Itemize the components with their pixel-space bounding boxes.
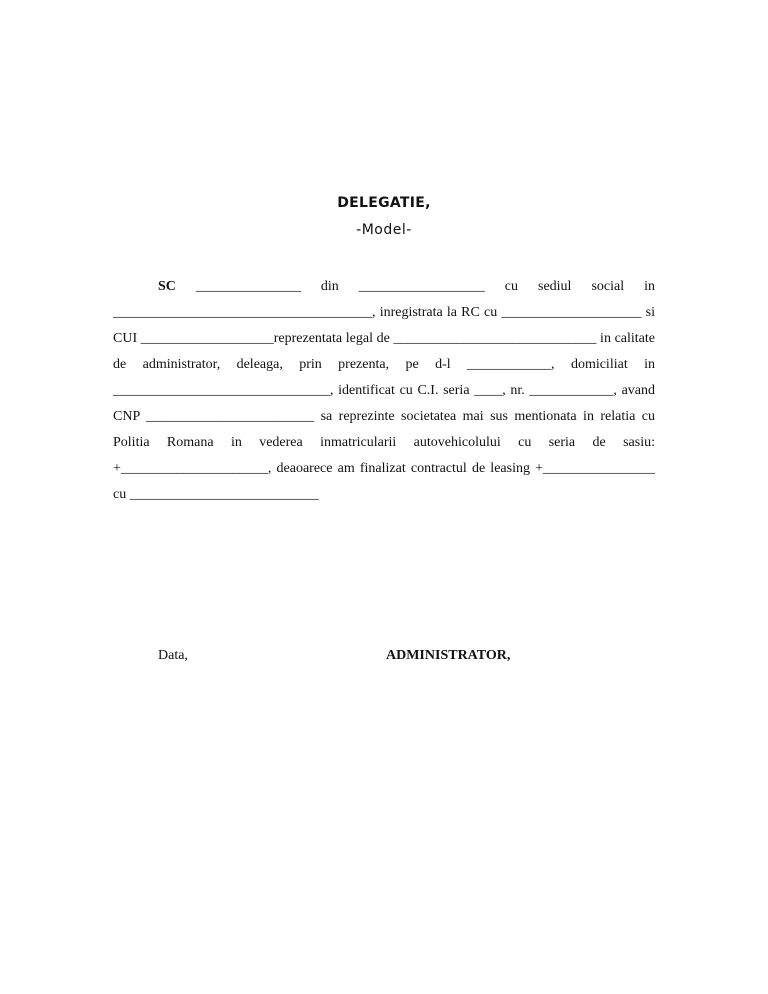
document-title: DELEGATIE, xyxy=(337,195,431,211)
delegation-body-text: _______________ din __________________ cu sediul social in _____________________________________, inregistrata la RC cu ____________________ si CUI ___________________reprezentata legal de _____________________________ in calitate de administrator, deleaga, prin prezenta, pe d-l ____________, domiciliat in _______________________________, identificat cu C.I. seria ____, nr. ____________, avand CNP ________________________ sa reprezinte societatea mai sus mentionata in relatia cu Politia Romana in vederea inmatricularii autovehicolului cu seria de sasiu: +_____________________, deaoarece am finalizat contractul de leasing +________________ cu ___________________________ xyxy=(113,279,655,502)
company-prefix-label: SC xyxy=(158,279,176,294)
date-label: Data, xyxy=(158,648,188,663)
delegation-body-paragraph xyxy=(113,274,655,508)
administrator-signature-label: ADMINISTRATOR, xyxy=(386,648,511,663)
document-subtitle: -Model- xyxy=(356,222,412,238)
